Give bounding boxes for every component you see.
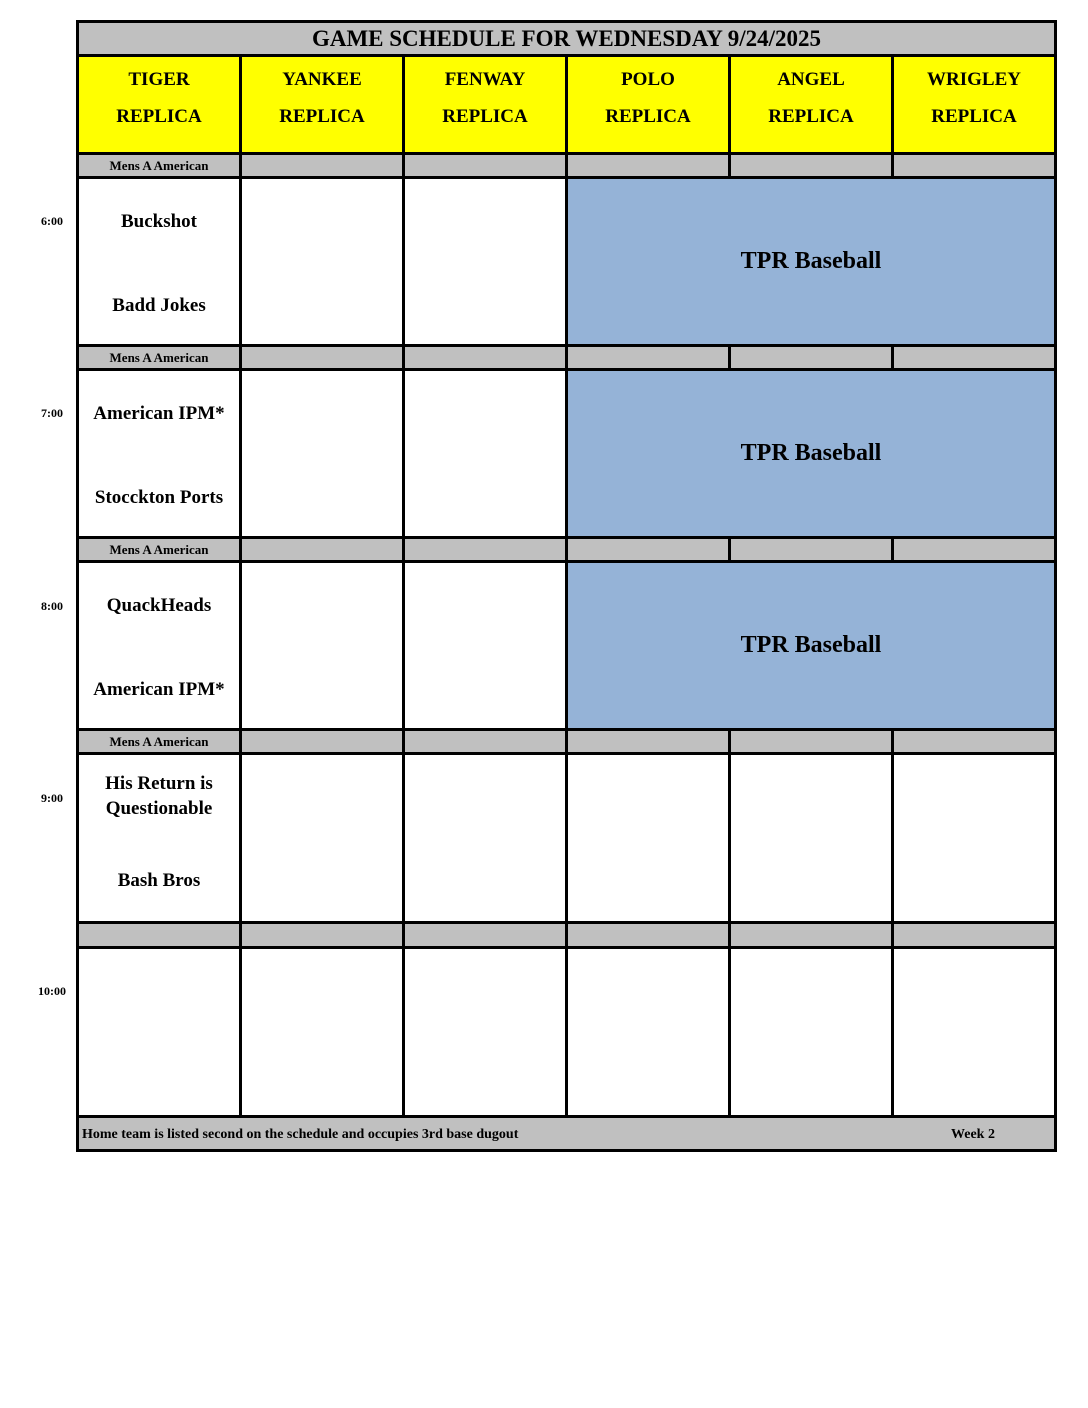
game-cell-empty xyxy=(891,752,1057,924)
game-cell-empty xyxy=(239,752,405,924)
field-header-fenway xyxy=(402,54,568,155)
field-name: YANKEE xyxy=(282,69,362,90)
field-name: TIGER xyxy=(128,69,190,90)
field-header-polo xyxy=(565,54,731,155)
division-bar xyxy=(728,152,894,179)
field-sub: REPLICA xyxy=(116,106,202,127)
division-bar xyxy=(728,344,894,371)
time-label-7: 7:00 xyxy=(41,406,63,420)
division-bar xyxy=(402,536,568,563)
division-bar xyxy=(728,921,894,949)
division-bar xyxy=(239,344,405,371)
game-cell-empty xyxy=(728,946,894,1118)
game-cell-empty xyxy=(402,752,568,924)
field-name: WRIGLEY xyxy=(927,69,1021,90)
division-bar xyxy=(565,344,731,371)
division-bar xyxy=(402,152,568,179)
field-header-wrigley xyxy=(891,54,1057,155)
time-label-9: 9:00 xyxy=(41,791,63,805)
visitor-team-line1: His Return is xyxy=(105,773,213,794)
field-sub: REPLICA xyxy=(931,106,1017,127)
visitor-team: American IPM* xyxy=(93,403,225,424)
home-team: Stocckton Ports xyxy=(94,487,224,508)
division-bar xyxy=(402,728,568,755)
game-cell-empty xyxy=(76,946,242,1118)
schedule-title: GAME SCHEDULE FOR WEDNESDAY 9/24/2025 xyxy=(76,20,1057,57)
division-bar xyxy=(239,152,405,179)
visitor-team: Buckshot xyxy=(120,211,198,232)
home-team: American IPM* xyxy=(93,679,225,700)
division-bar xyxy=(891,921,1057,949)
division-bar xyxy=(239,536,405,563)
division-bar xyxy=(565,152,731,179)
field-sub: REPLICA xyxy=(279,106,365,127)
schedule-footer xyxy=(76,1115,1057,1152)
home-team: Bash Bros xyxy=(117,870,201,891)
field-name: FENWAY xyxy=(444,69,526,90)
division-bar xyxy=(728,536,894,563)
field-sub: REPLICA xyxy=(605,106,691,127)
time-label-10: 10:00 xyxy=(38,984,66,998)
division-bar xyxy=(239,921,405,949)
division-label: Mens A American xyxy=(76,152,242,179)
game-cell-empty xyxy=(728,752,894,924)
game-cell-tiger-6 xyxy=(76,176,242,347)
field-sub: REPLICA xyxy=(768,106,854,127)
schedule-grid xyxy=(76,20,1057,1152)
division-bar xyxy=(891,344,1057,371)
division-bar xyxy=(565,921,731,949)
visitor-team: QuackHeads xyxy=(106,595,212,616)
division-label: Mens A American xyxy=(76,728,242,755)
division-bar xyxy=(891,728,1057,755)
division-bar xyxy=(76,921,242,949)
reserved-block: TPR Baseball xyxy=(565,560,1057,731)
game-cell-tiger-7 xyxy=(76,368,242,539)
field-name: POLO xyxy=(621,69,675,90)
division-bar xyxy=(728,728,894,755)
home-team-note: Home team is listed second on the schedule and occupies 3rd base dugout xyxy=(82,1127,519,1142)
time-label-8: 8:00 xyxy=(41,599,63,613)
game-cell-empty xyxy=(891,946,1057,1118)
game-cell-tiger-9 xyxy=(76,752,242,924)
game-cell-empty xyxy=(402,176,568,347)
game-cell-empty xyxy=(565,946,731,1118)
field-header-tiger xyxy=(76,54,242,155)
division-label: Mens A American xyxy=(76,344,242,371)
field-name: ANGEL xyxy=(777,69,845,90)
field-header-angel xyxy=(728,54,894,155)
field-header-yankee xyxy=(239,54,405,155)
visitor-team-line2: Questionable xyxy=(105,798,213,819)
division-bar xyxy=(565,728,731,755)
division-bar xyxy=(891,536,1057,563)
reserved-block: TPR Baseball xyxy=(565,176,1057,347)
game-cell-empty xyxy=(239,560,405,731)
game-cell-empty xyxy=(565,752,731,924)
division-bar xyxy=(239,728,405,755)
field-sub: REPLICA xyxy=(442,106,528,127)
home-team: Badd Jokes xyxy=(112,295,206,316)
division-bar xyxy=(891,152,1057,179)
game-cell-empty xyxy=(402,946,568,1118)
game-cell-empty xyxy=(239,368,405,539)
division-bar xyxy=(402,344,568,371)
week-label: Week 2 xyxy=(951,1127,995,1142)
game-cell-empty xyxy=(239,946,405,1118)
division-bar xyxy=(565,536,731,563)
reserved-block: TPR Baseball xyxy=(565,368,1057,539)
game-cell-tiger-8 xyxy=(76,560,242,731)
game-cell-empty xyxy=(402,560,568,731)
game-cell-empty xyxy=(239,176,405,347)
time-label-6: 6:00 xyxy=(41,214,63,228)
division-bar xyxy=(402,921,568,949)
division-label: Mens A American xyxy=(76,536,242,563)
game-cell-empty xyxy=(402,368,568,539)
